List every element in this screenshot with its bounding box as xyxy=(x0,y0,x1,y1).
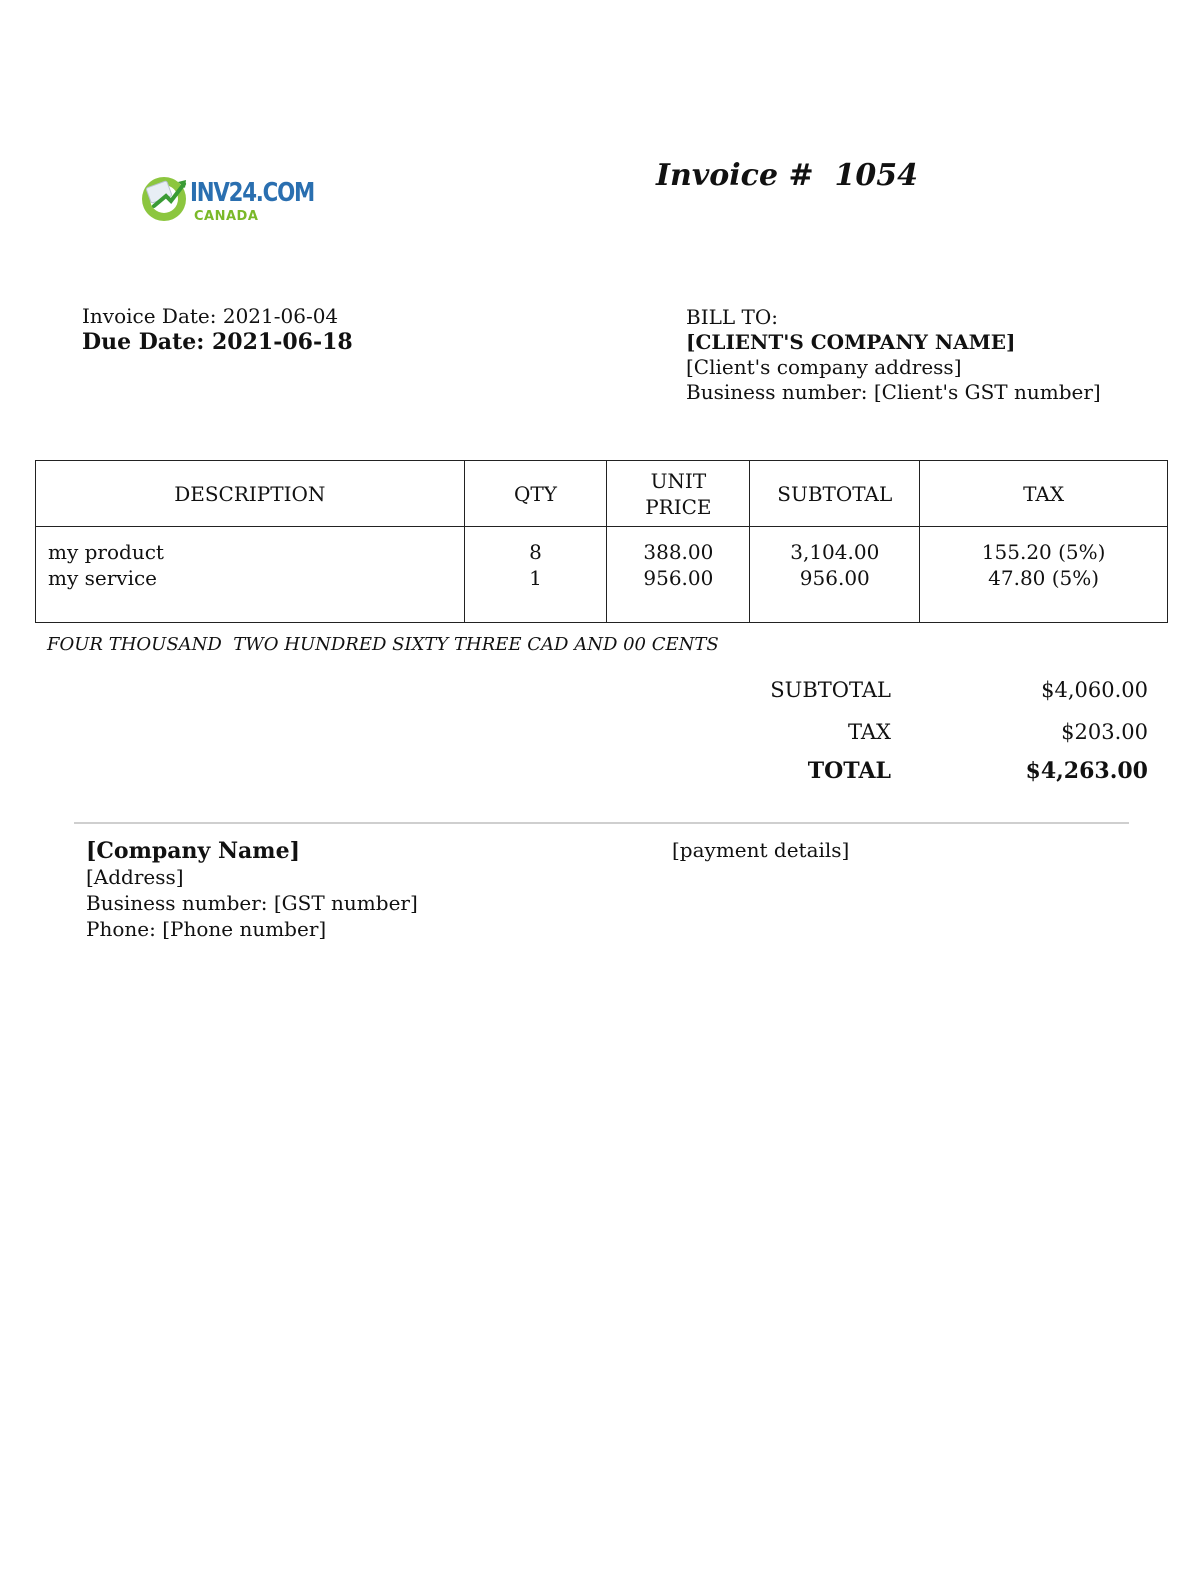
subtotal-label: SUBTOTAL xyxy=(770,678,891,702)
total-row xyxy=(700,758,1148,788)
client-business-number: Business number: [Client's GST number] xyxy=(686,380,1101,404)
tax-cell xyxy=(920,527,1168,623)
amount-in-words: FOUR THOUSAND TWO HUNDRED SIXTY THREE CAD AND 00 CENTS xyxy=(47,634,719,655)
header-subtotal: SUBTOTAL xyxy=(750,461,920,527)
client-address: [Client's company address] xyxy=(686,355,962,379)
invoice-growth-logo-icon xyxy=(140,172,192,224)
company-info xyxy=(86,838,418,942)
total-label: TOTAL xyxy=(807,758,891,784)
header-unit-price-line1: UNIT xyxy=(650,468,707,493)
description-cell xyxy=(36,527,465,623)
company-phone: Phone: [Phone number] xyxy=(86,917,327,941)
tax-label: TAX xyxy=(848,720,891,744)
item-unit-price: 956.00 xyxy=(643,566,714,590)
item-tax: 47.80 (5%) xyxy=(988,566,1100,590)
item-qty: 1 xyxy=(529,566,542,590)
unit-price-cell xyxy=(607,527,750,623)
subtotal-row xyxy=(700,678,1148,708)
subtotal-value: $4,060.00 xyxy=(1041,678,1148,702)
table-header-row xyxy=(36,461,1168,527)
item-description: my service xyxy=(48,566,158,590)
item-description: my product xyxy=(48,540,164,564)
bill-to-block xyxy=(686,305,1101,405)
item-qty: 8 xyxy=(529,540,542,564)
header-unit-price-line2: PRICE xyxy=(645,494,712,519)
client-company-name: [CLIENT'S COMPANY NAME] xyxy=(686,330,1016,354)
tax-row xyxy=(700,720,1148,750)
item-unit-price: 388.00 xyxy=(643,540,714,564)
header-unit-price xyxy=(607,461,750,527)
header-tax: TAX xyxy=(920,461,1168,527)
line-items-table xyxy=(35,460,1168,623)
subtotal-cell xyxy=(750,527,920,623)
item-subtotal: 3,104.00 xyxy=(790,540,880,564)
due-date: Due Date: 2021-06-18 xyxy=(82,329,353,355)
qty-cell xyxy=(464,527,607,623)
invoice-date: Invoice Date: 2021-06-04 xyxy=(82,304,339,328)
logo-sub-text: CANADA xyxy=(194,209,259,224)
item-subtotal: 956.00 xyxy=(799,566,870,590)
invoice-dates xyxy=(82,303,353,355)
table-row xyxy=(36,527,1168,623)
item-tax: 155.20 (5%) xyxy=(981,540,1106,564)
company-name: [Company Name] xyxy=(86,838,300,864)
total-value: $4,263.00 xyxy=(1025,758,1148,784)
invoice-title: Invoice # 1054 xyxy=(656,158,919,193)
company-logo xyxy=(140,172,314,228)
header-description: DESCRIPTION xyxy=(36,461,465,527)
header-qty: QTY xyxy=(464,461,607,527)
tax-value: $203.00 xyxy=(1061,720,1148,744)
company-address: [Address] xyxy=(86,865,184,889)
payment-details: [payment details] xyxy=(672,838,850,862)
bill-to-heading: BILL TO: xyxy=(686,305,778,329)
logo-main-text: INV24.COM xyxy=(190,178,314,208)
footer-divider xyxy=(74,822,1129,824)
company-business-number: Business number: [GST number] xyxy=(86,891,418,915)
